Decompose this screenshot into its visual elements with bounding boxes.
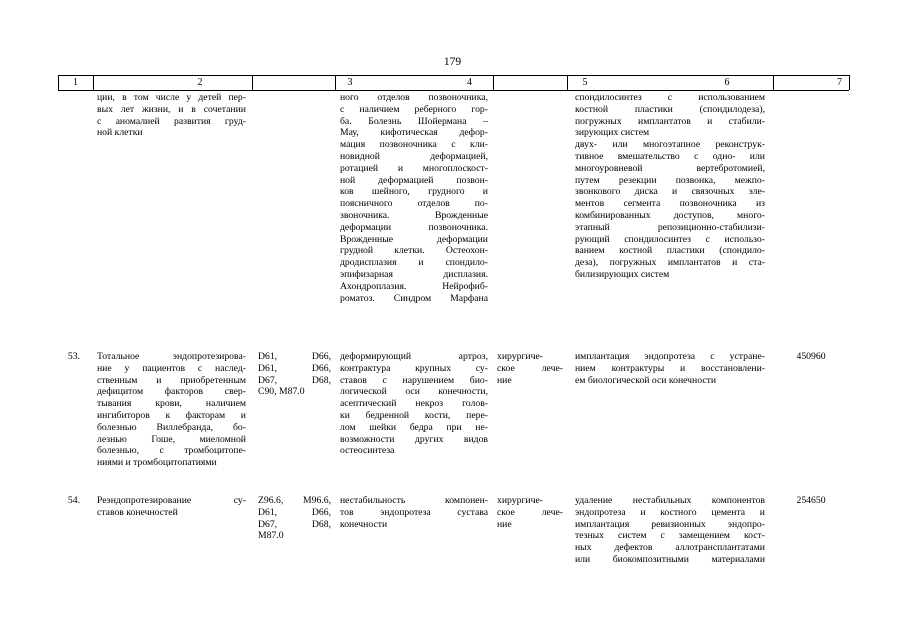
- text-line: хирургиче-: [497, 495, 543, 506]
- text-line: Врожденные деформации: [340, 233, 488, 245]
- text-line: ем биологической оси конечности: [575, 374, 717, 386]
- row-54-cost: 254650: [796, 495, 826, 506]
- text-line: D67, D68,: [258, 518, 331, 530]
- text-line: логической оси конечности,: [340, 386, 488, 398]
- text-line: ние: [497, 374, 512, 386]
- row-54-number: 54.: [67, 495, 80, 506]
- text-line: нием контрактуры и восстановлени-: [575, 362, 765, 374]
- text-line: погружных имплантатов и стабили-: [575, 115, 765, 127]
- row-54-name-cell: [97, 495, 246, 519]
- text-line: звоночника. Врожденные: [340, 209, 488, 221]
- text-line: дродисплазия и спондило-: [340, 257, 488, 269]
- continuation-model-cell: [340, 92, 488, 304]
- column-header-7: 7: [837, 77, 842, 88]
- text-line: D61, D66,: [258, 362, 331, 374]
- text-line: контрактура крупных су-: [340, 362, 488, 374]
- text-line: мация позвоночника с кли-: [340, 139, 488, 151]
- text-line: поясничного отделов по-: [340, 198, 488, 210]
- text-line: ниями и тромбоцитопатиями: [97, 457, 217, 469]
- column-header-5: 5: [582, 77, 588, 88]
- column-header-2: 2: [197, 77, 203, 88]
- text-line: звонкового диска и связочных эле-: [575, 186, 765, 198]
- text-line: ванием костной пластики (спондило-: [575, 245, 765, 257]
- text-line: ба. Болезнь Шойермана –: [340, 115, 488, 127]
- row-53-method-cell: [575, 351, 765, 386]
- text-line: ставов с нарушением био-: [340, 374, 488, 386]
- continuation-method-cell: [575, 92, 765, 281]
- text-line: ское лече-: [497, 362, 563, 374]
- text-line: болезнью, с тромбоцитопе-: [97, 445, 246, 457]
- text-line: C90, M87.0: [258, 386, 305, 398]
- text-line: Реэндопротезирование су-: [97, 495, 246, 506]
- text-line: ротацией и многоплоскост-: [340, 162, 488, 174]
- text-line: эндопротеза и костного цемента и: [575, 506, 765, 518]
- text-line: эпифизарная дисплазия.: [340, 268, 488, 280]
- text-line: многоуровневой вертебротомией,: [575, 162, 765, 174]
- header-divider: [58, 75, 59, 90]
- text-line: имплантация эндопротеза с устране-: [575, 351, 765, 362]
- column-header-3: 3: [347, 77, 353, 88]
- text-line: зирующих систем: [575, 127, 650, 139]
- text-line: ментов сегмента позвоночника из: [575, 198, 765, 210]
- column-header-4: 4: [467, 77, 472, 88]
- text-line: D61, D66,: [258, 351, 331, 362]
- text-line: Тотальное эндопротезирова-: [97, 351, 246, 362]
- row-53-name-cell: [97, 351, 246, 469]
- text-line: имплантация ревизионных эндопро-: [575, 518, 765, 530]
- column-header-1: 1: [73, 77, 78, 88]
- row-54-codes-cell: [258, 495, 331, 542]
- header-divider: [773, 75, 774, 90]
- text-line: возможности других видов: [340, 433, 488, 445]
- page-number: 179: [443, 56, 462, 68]
- text-line: этапный репозиционно-стабилизи-: [575, 221, 765, 233]
- row-53-cost: 450960: [796, 351, 826, 362]
- text-line: путем резекции позвонка, межпо-: [575, 174, 765, 186]
- text-line: ного отделов позвоночника,: [340, 92, 488, 103]
- header-divider: [493, 75, 494, 90]
- text-line: ингибиторов к факторам и: [97, 409, 246, 421]
- text-line: ставов конечностей: [97, 506, 178, 518]
- text-line: лезнью Гоше, миеломной: [97, 433, 246, 445]
- header-divider: [567, 75, 568, 90]
- text-line: лом шейки бедра при не-: [340, 421, 488, 433]
- row-54-method-cell: [575, 495, 765, 566]
- header-divider: [335, 75, 336, 90]
- text-line: ние: [497, 518, 512, 530]
- row-53-codes-cell: [258, 351, 331, 398]
- header-divider: [93, 75, 94, 90]
- row-53-model-cell: [340, 351, 488, 457]
- text-line: тов эндопротеза сустава: [340, 506, 488, 518]
- text-line: вых лет жизни, и в сочетании: [97, 103, 246, 115]
- text-line: остеосинтеза: [340, 445, 395, 457]
- text-line: костной пластики (спондилодеза),: [575, 103, 765, 115]
- row-54-treatment-cell: [497, 495, 563, 530]
- text-line: болезнью Виллебранда, бо-: [97, 421, 246, 433]
- text-line: удаление нестабильных компонентов: [575, 495, 765, 506]
- text-line: ков шейного, грудного и: [340, 186, 488, 198]
- text-line: Мау, кифотическая дефор-: [340, 127, 488, 139]
- text-line: спондилосинтез с использованием: [575, 92, 765, 103]
- column-header-row: [58, 75, 849, 91]
- text-line: рующий спондилосинтез с использо-: [575, 233, 765, 245]
- text-line: Z96.6, M96.6,: [258, 495, 331, 506]
- text-line: двух- или многоэтапное реконструк-: [575, 139, 765, 151]
- text-line: деза), погружных имплантатов и ста-: [575, 257, 765, 269]
- text-line: билизирующих систем: [575, 268, 670, 280]
- header-divider: [849, 75, 850, 90]
- text-line: ки бедренной кости, пере-: [340, 409, 488, 421]
- text-line: грудной клетки. Остеохон-: [340, 245, 488, 257]
- text-line: дефицитом факторов свер-: [97, 386, 246, 398]
- text-line: Ахондроплазия. Нейрофиб-: [340, 280, 488, 292]
- text-line: ных дефектов аллотрансплантатами: [575, 542, 765, 554]
- text-line: с аномалией развития груд-: [97, 115, 246, 127]
- text-line: комбинированных доступов, много-: [575, 209, 765, 221]
- header-divider: [252, 75, 253, 90]
- text-line: ственным и приобретенным: [97, 374, 246, 386]
- column-header-6: 6: [724, 77, 730, 88]
- text-line: конечности: [340, 518, 388, 530]
- text-line: тезных систем с замещением кост-: [575, 530, 765, 542]
- text-line: с наличием реберного гор-: [340, 103, 488, 115]
- text-line: ной клетки: [97, 127, 143, 139]
- text-line: асептический некроз голов-: [340, 398, 488, 410]
- text-line: ной деформацией позвон-: [340, 174, 488, 186]
- text-line: роматоз. Синдром Марфана: [340, 292, 488, 304]
- text-line: ское лече-: [497, 506, 563, 518]
- text-line: хирургиче-: [497, 351, 543, 362]
- text-line: или биокомпозитными материалами: [575, 553, 765, 565]
- text-line: ции, в том числе у детей пер-: [97, 92, 246, 103]
- text-line: M87.0: [258, 530, 284, 542]
- text-line: тивное вмешательство с одно- или: [575, 150, 765, 162]
- text-line: нестабильность компонен-: [340, 495, 488, 506]
- text-line: D61, D66,: [258, 506, 331, 518]
- text-line: деформирующий артроз,: [340, 351, 488, 362]
- text-line: D67, D68,: [258, 374, 331, 386]
- text-line: ние у пациентов с наслед-: [97, 362, 246, 374]
- text-line: деформации позвоночника.: [340, 221, 488, 233]
- continuation-name-cell: [97, 92, 246, 139]
- row-53-treatment-cell: [497, 351, 563, 386]
- text-line: тывания крови, наличием: [97, 398, 246, 410]
- row-54-model-cell: [340, 495, 488, 530]
- text-line: новидной деформацией,: [340, 150, 488, 162]
- row-53-number: 53.: [67, 351, 80, 362]
